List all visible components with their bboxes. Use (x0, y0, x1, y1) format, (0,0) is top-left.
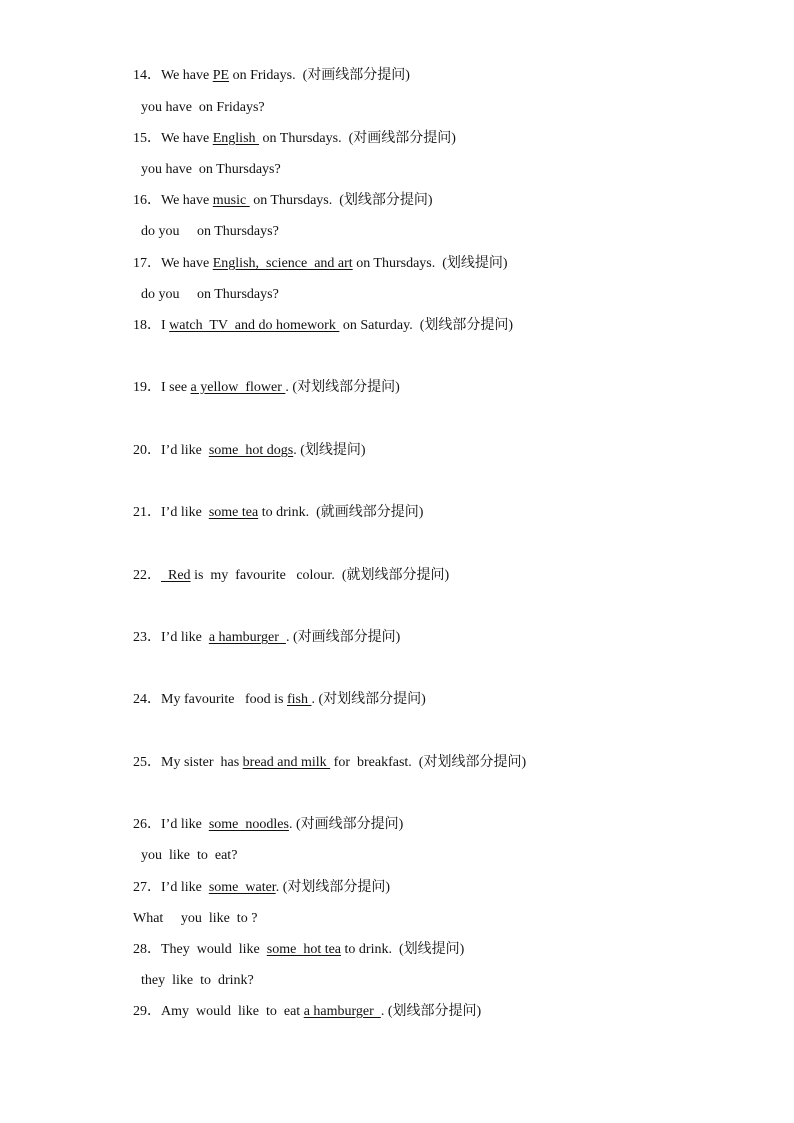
answer-line-15: you have on Thursdays? (141, 162, 281, 177)
question-25: 25．My sister has bread and milk for breakfast. (对划线部分提问) (133, 755, 527, 770)
question-21: 21．I’d like some tea to drink. (就画线部分提问) (133, 505, 424, 520)
underlined-phrase: some tea (208, 505, 259, 520)
question-14: 14．We have PE on Fridays. (对画线部分提问) (133, 68, 410, 83)
underlined-phrase: a hamburger (208, 630, 286, 645)
underlined-phrase: a hamburger (303, 1004, 381, 1019)
underlined-phrase: some hot dogs (208, 443, 294, 458)
underlined-phrase: watch TV and do homework (169, 318, 340, 333)
question-22: 22． Red is my favourite colour. (就划线部分提问) (133, 568, 450, 583)
underlined-phrase: PE (212, 68, 230, 83)
question-20: 20．I’d like some hot dogs. (划线提问) (133, 443, 366, 458)
question-29: 29．Amy would like to eat a hamburger . (划线部分提问) (133, 1004, 482, 1019)
question-16: 16．We have music on Thursdays. (划线部分提问) (133, 193, 433, 208)
answer-line-28: they like to drink? (141, 973, 254, 988)
underlined-phrase: music (212, 193, 250, 208)
question-17: 17．We have English, science and art on Thursdays. (划线提问) (133, 256, 508, 271)
question-24: 24．My favourite food is fish . (对划线部分提问) (133, 692, 426, 707)
underlined-phrase: bread and milk (242, 755, 331, 770)
underlined-phrase: some water (208, 880, 276, 895)
underlined-phrase: some noodles (208, 817, 289, 832)
answer-line-17: do you on Thursdays? (141, 287, 279, 302)
underlined-phrase: fish (286, 692, 312, 707)
question-23: 23．I’d like a hamburger . (对画线部分提问) (133, 630, 401, 645)
question-27: 27．I’d like some water. (对划线部分提问) (133, 880, 391, 895)
question-19: 19．I see a yellow flower . (对划线部分提问) (133, 380, 400, 395)
underlined-phrase: English (212, 131, 260, 146)
question-15: 15．We have English on Thursdays. (对画线部分提问) (133, 131, 456, 146)
answer-line-27: What you like to ? (133, 911, 258, 926)
underlined-phrase: Red (161, 568, 191, 583)
answer-line-16: do you on Thursdays? (141, 224, 279, 239)
question-28: 28．They would like some hot tea to drink. (划线提问) (133, 942, 465, 957)
underlined-phrase: English, science and art (212, 256, 353, 271)
question-26: 26．I’d like some noodles. (对画线部分提问) (133, 817, 404, 832)
answer-line-26: you like to eat? (141, 848, 238, 863)
answer-line-14: you have on Fridays? (141, 100, 265, 115)
question-18: 18．I watch TV and do homework on Saturday. (划线部分提问) (133, 318, 514, 333)
underlined-phrase: a yellow flower (190, 380, 286, 395)
underlined-phrase: some hot tea (266, 942, 342, 957)
